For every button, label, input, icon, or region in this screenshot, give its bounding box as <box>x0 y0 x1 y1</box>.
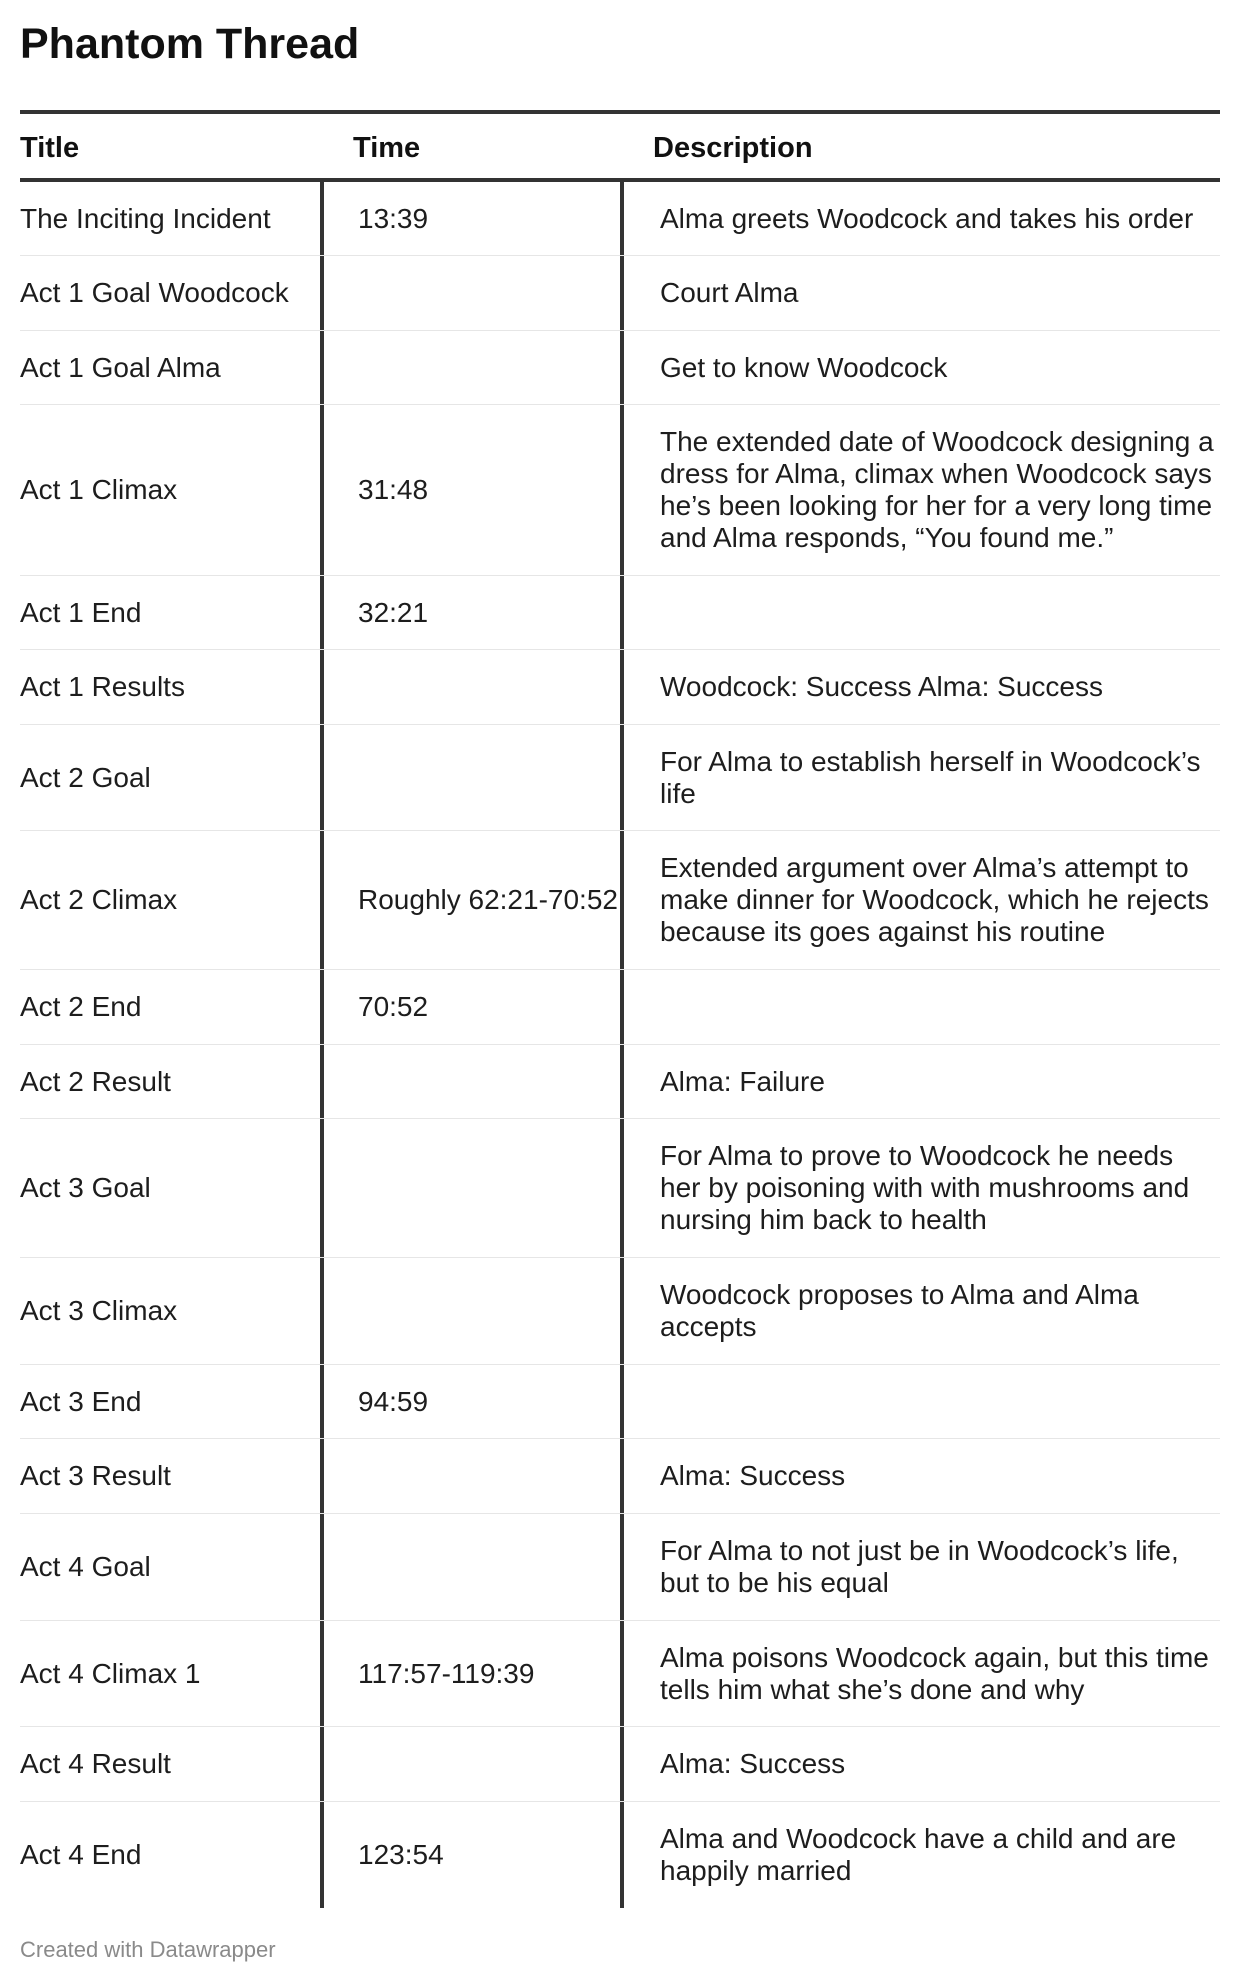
table-row <box>20 1727 1220 1802</box>
table-row <box>20 1514 1220 1621</box>
row-time <box>320 256 620 330</box>
table-body <box>20 182 1220 1908</box>
table-row <box>20 1258 1220 1365</box>
table-row <box>20 650 1220 725</box>
table-row <box>20 405 1220 576</box>
row-time <box>320 1727 620 1801</box>
table-row <box>20 1621 1220 1727</box>
row-description: Extended argument over Alma’s attempt to make dinner for Woodcock, which he rejects because its goes against his routine <box>620 831 1220 969</box>
row-time <box>320 1514 620 1620</box>
row-title: Act 3 Result <box>20 1460 171 1491</box>
table-row <box>20 1119 1220 1258</box>
row-description: Court Alma <box>620 256 1220 330</box>
row-title: Act 1 Goal Alma <box>20 351 221 383</box>
row-title: Act 1 Goal Woodcock <box>20 277 289 308</box>
table-row <box>20 256 1220 331</box>
row-description: For Alma to not just be in Woodcock’s life, but to be his equal <box>620 1514 1220 1620</box>
column-header-title: Title <box>20 132 80 164</box>
column-header-description: Description <box>653 132 813 164</box>
row-description: Alma poisons Woodcock again, but this time tells him what she’s done and why <box>620 1621 1220 1726</box>
table-row <box>20 576 1220 650</box>
table-page <box>20 0 1220 1886</box>
table-row <box>20 1365 1220 1439</box>
row-time <box>320 1045 620 1118</box>
table-row <box>20 331 1220 405</box>
row-time: 123:54 <box>320 1802 620 1908</box>
row-description: Alma: Success <box>620 1727 1220 1801</box>
row-description: Alma and Woodcock have a child and are happily married <box>620 1802 1220 1908</box>
row-time <box>320 1119 620 1257</box>
row-title: Act 3 End <box>20 1385 142 1417</box>
row-title: Act 4 Goal <box>20 1551 151 1582</box>
row-description: For Alma to establish herself in Woodcock’s life <box>620 725 1220 830</box>
row-title: Act 2 Goal <box>20 761 151 793</box>
row-title: The Inciting Incident <box>20 202 271 234</box>
row-description: Alma: Success <box>620 1439 1220 1513</box>
row-title: Act 1 Results <box>20 671 185 702</box>
row-time <box>320 650 620 724</box>
row-time: 31:48 <box>320 405 620 575</box>
row-title: Act 2 Result <box>20 1065 171 1097</box>
row-time <box>320 1439 620 1513</box>
table-row <box>20 831 1220 970</box>
table-row <box>20 1439 1220 1514</box>
table-row <box>20 725 1220 831</box>
row-time: 13:39 <box>320 182 620 255</box>
row-description: Woodcock proposes to Alma and Alma accepts <box>620 1258 1220 1364</box>
row-title: Act 3 Climax <box>20 1295 178 1326</box>
table-row <box>20 970 1220 1045</box>
row-description: The extended date of Woodcock designing a dress for Alma, climax when Woodcock says he’s been looking for her for a very long time and Alma responds, “You found me.” <box>620 405 1220 575</box>
row-title: Act 3 Goal <box>20 1172 151 1203</box>
row-time: 94:59 <box>320 1365 620 1438</box>
row-time: Roughly 62:21-70:52 <box>320 831 620 969</box>
row-time: 70:52 <box>320 970 620 1044</box>
row-title: Act 1 Climax <box>20 474 178 505</box>
row-time <box>320 1258 620 1364</box>
row-description: For Alma to prove to Woodcock he needs her by poisoning with with mushrooms and nursing him back to health <box>620 1119 1220 1257</box>
row-description <box>620 576 1220 649</box>
column-header-time: Time <box>353 132 421 164</box>
page-title: Phantom Thread <box>20 20 360 68</box>
row-description <box>620 970 1220 1044</box>
row-time: 117:57-119:39 <box>320 1621 620 1726</box>
table-row <box>20 1045 1220 1119</box>
credit-footer: Created with Datawrapper <box>20 1937 276 1962</box>
row-title: Act 2 Climax <box>20 884 178 915</box>
table-row <box>20 182 1220 256</box>
row-title: Act 4 Climax 1 <box>20 1657 201 1689</box>
table-header <box>20 114 1220 182</box>
table-row <box>20 1802 1220 1908</box>
row-description: Alma: Failure <box>620 1045 1220 1118</box>
row-time: 32:21 <box>320 576 620 649</box>
row-time <box>320 331 620 404</box>
row-description <box>620 1365 1220 1438</box>
row-title: Act 2 End <box>20 991 142 1022</box>
row-title: Act 4 Result <box>20 1748 171 1779</box>
row-title: Act 4 End <box>20 1839 142 1870</box>
row-description: Get to know Woodcock <box>620 331 1220 404</box>
row-time <box>320 725 620 830</box>
row-description: Alma greets Woodcock and takes his order <box>620 182 1220 255</box>
row-description: Woodcock: Success Alma: Success <box>620 650 1220 724</box>
row-title: Act 1 End <box>20 596 142 628</box>
